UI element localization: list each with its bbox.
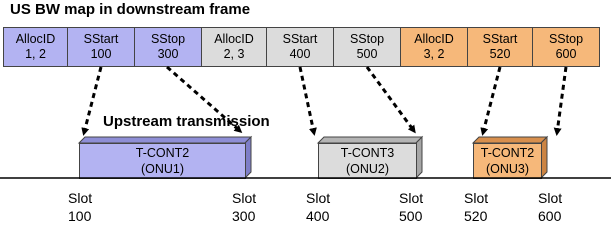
slot-number: 520: [464, 208, 488, 224]
slot-label-520: [464, 189, 488, 225]
map-cell-top: AllocID: [214, 32, 254, 46]
map-cell-bottom: 300: [157, 47, 179, 61]
map-cell-top: SStop: [150, 32, 186, 46]
slot-label-500: [399, 189, 423, 225]
diagram-title: US BW map in downstream frame: [10, 1, 251, 18]
tcont-name: T-CONT2: [135, 146, 190, 160]
slot-label-400: [306, 189, 330, 225]
map-cell-bottom: 520: [489, 47, 511, 61]
arrow-sstop-300: [167, 67, 240, 131]
slot-number: 400: [306, 208, 330, 224]
arrow-sstart-520: [483, 67, 500, 133]
map-cell-bottom: 500: [356, 47, 378, 61]
map-cell-bottom: 3, 2: [423, 47, 445, 61]
map-cell-top: SStart: [482, 32, 518, 46]
map-cell-bottom: 100: [90, 47, 112, 61]
slot-number: 600: [538, 208, 562, 224]
slot-word: Slot: [68, 190, 93, 206]
slot-label-300: [232, 189, 256, 225]
map-cell-top: SStart: [83, 32, 119, 46]
slot-word: Slot: [399, 190, 424, 206]
upstream-title: Upstream transmission: [103, 113, 270, 130]
slot-label-600: [538, 189, 562, 225]
arrow-sstart-400: [300, 67, 314, 133]
slot-word: Slot: [232, 190, 257, 206]
map-cell-top: AllocID: [414, 32, 454, 46]
slot-number: 100: [68, 208, 92, 224]
slot-word: Slot: [538, 190, 563, 206]
map-cell-top: SStop: [548, 32, 584, 46]
slot-word: Slot: [306, 190, 331, 206]
slot-number: 300: [232, 208, 256, 224]
map-cell-bottom: 400: [289, 47, 311, 61]
arrow-sstart-100: [84, 67, 101, 133]
map-cell-top: AllocID: [15, 32, 56, 46]
map-cell-top: SStop: [349, 32, 385, 46]
slot-word: Slot: [464, 190, 489, 206]
arrow-sstop-600: [557, 67, 566, 133]
map-cell-bottom: 2, 3: [223, 47, 245, 61]
tcont-name: T-CONT2: [480, 146, 535, 160]
slot-label-100: [68, 189, 92, 225]
tcont-onu: (ONU3): [485, 162, 530, 176]
slot-number: 500: [399, 208, 423, 224]
arrow-sstop-500: [367, 67, 414, 131]
map-cell-top: SStart: [282, 32, 318, 46]
tcont-onu: (ONU1): [140, 162, 185, 176]
tcont-name: T-CONT3: [340, 146, 395, 160]
tcont-onu: (ONU2): [345, 162, 390, 176]
map-cell-bottom: 600: [555, 47, 577, 61]
map-cell-bottom: 1, 2: [25, 47, 46, 61]
